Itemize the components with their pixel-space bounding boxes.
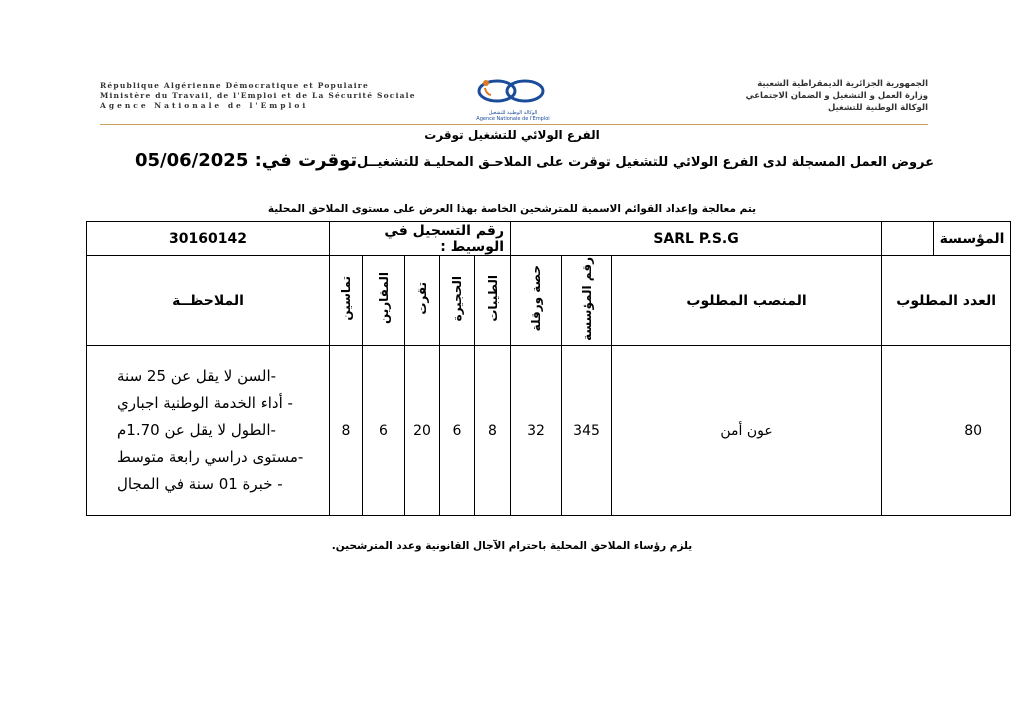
value-temacine: 8: [330, 346, 363, 516]
col-institution-number: [562, 256, 612, 346]
table-row: [87, 346, 1011, 516]
header-ar-line-1: الجمهورية الجزائرية الديمقراطية الشعبية: [757, 79, 928, 89]
header-ar-line-2: وزارة العمل و التشغيل و الضمان الاجتماعي: [745, 91, 928, 101]
institution-name: SARL P.S.G: [511, 222, 882, 256]
col-touggourt-label: تقرت: [415, 282, 429, 315]
header-divider: [100, 124, 928, 125]
header-ar-line-3: الوكالة الوطنية للتشغيل: [827, 103, 928, 113]
branch-name: الفرع الولائي للتشغيل توقرت: [424, 128, 600, 142]
document-date: توقرت في: 05/06/2025: [135, 150, 358, 171]
notes-list: [87, 363, 329, 498]
col-megarine: [363, 256, 405, 346]
col-required-count: العدد المطلوب: [882, 256, 1011, 346]
col-taibat-label: الطيبات: [485, 275, 500, 322]
logo-text-fr: Agence Nationale de l'Emploi: [476, 116, 550, 122]
col-sheet-share-label: حصة ورقلة: [529, 265, 544, 332]
anem-logo-icon: [473, 74, 553, 108]
value-touggourt: 20: [405, 346, 440, 516]
footer-note: يلزم رؤساء الملاحق المحلية باحترام الآجال القانونية وعدد المترشحين.: [331, 540, 693, 552]
col-hajira-label: الحجيرة: [450, 275, 464, 322]
value-required-count: 80: [882, 346, 1011, 516]
value-hajira: 6: [440, 346, 475, 516]
institution-label: المؤسسة: [934, 222, 1011, 256]
col-hajira: [440, 256, 475, 346]
value-taibat: 8: [475, 346, 511, 516]
col-temacine: [330, 256, 363, 346]
document-title: عروض العمل المسجلة لدى الفرع الولائي للتشغيل توقرت على الملاحـق المحليـة للتشغيــل: [356, 155, 934, 170]
note-item: -مستوى دراسي رابعة متوسط: [117, 448, 304, 466]
value-sheet-share: 32: [511, 346, 562, 516]
column-header-row: [87, 256, 1011, 346]
processing-note: يتم معالجة وإعداد القوائم الاسمية للمترشحين الخاصة بهذا العرض على مستوى الملاحق المحلية: [267, 203, 757, 215]
job-offers-table: [86, 221, 1011, 516]
anem-logo: [458, 74, 568, 122]
notes-cell: [87, 346, 330, 516]
col-sheet-share: [511, 256, 562, 346]
col-taibat: [475, 256, 511, 346]
header-fr-line-2: Ministère du Travail, de l'Emploi et de La Sécurité Sociale: [100, 91, 416, 100]
note-item: -الطول لا يقل عن 1.70م: [117, 421, 276, 439]
logo-text-ar: الوكالة الوطنية للتشغيل: [488, 110, 538, 116]
header-fr-line-3: Agence Nationale de l'Emploi: [100, 101, 309, 110]
note-item: - خبرة 01 سنة في المجال: [117, 475, 283, 493]
header-fr-line-1: République Algérienne Démocratique et Populaire: [100, 81, 369, 90]
col-temacine-label: تماسين: [339, 276, 353, 321]
institution-row: [87, 222, 1011, 256]
col-megarine-label: المقارين: [376, 272, 391, 325]
note-item: -السن لا يقل عن 25 سنة: [117, 367, 277, 385]
col-touggourt: [405, 256, 440, 346]
col-notes: الملاحظــة: [87, 256, 330, 346]
value-institution-number: 345: [562, 346, 612, 516]
col-position: المنصب المطلوب: [612, 256, 882, 346]
institution-spacer-cell: [882, 222, 934, 256]
value-megarine: 6: [363, 346, 405, 516]
registration-number: 30160142: [87, 222, 330, 256]
registration-label: رقم التسجيل في الوسيط :: [330, 222, 511, 256]
note-item: - أداء الخدمة الوطنية اجباري: [117, 394, 293, 412]
value-position: عون أمن: [612, 346, 882, 516]
col-institution-number-label: رقم المؤسسة: [579, 256, 594, 341]
